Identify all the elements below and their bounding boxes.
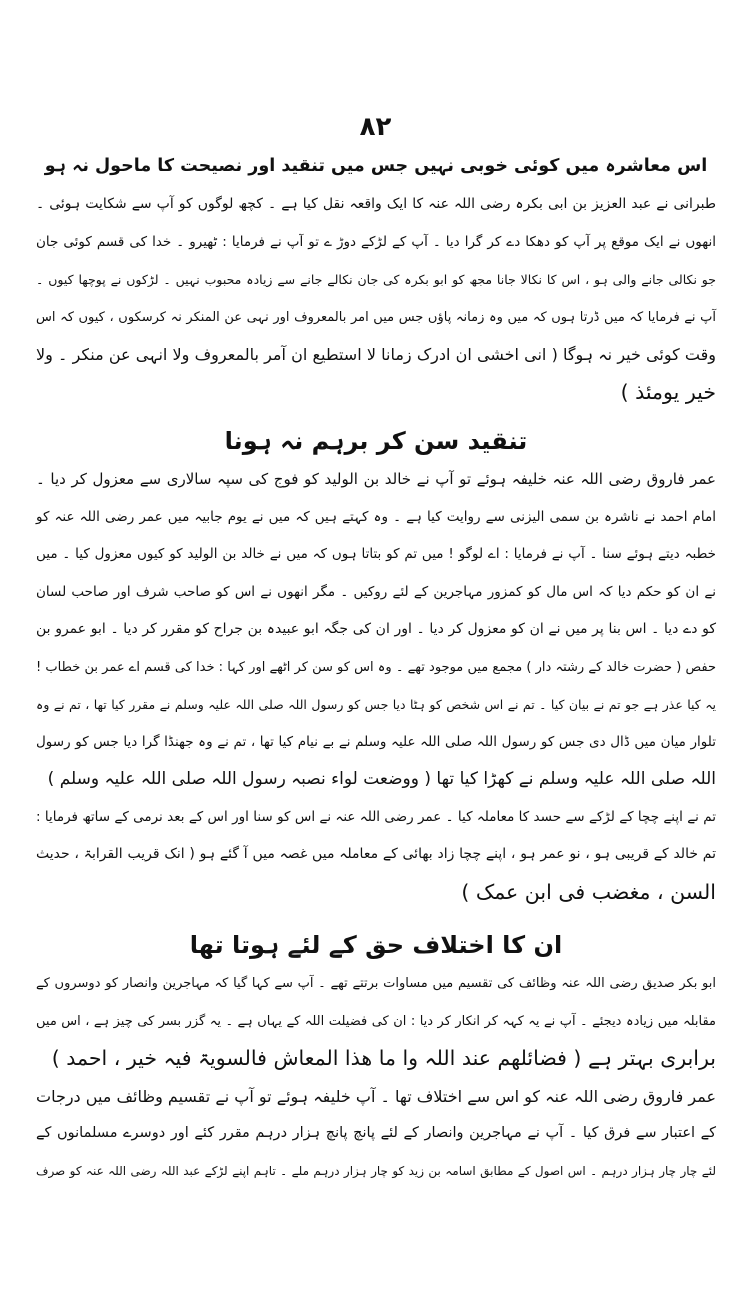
text-line: حفص ( حضرت خالد کے رشتہ دار ) مجمع میں موجود تھے ۔ وہ اس کو سن کر اٹھے اور کہا : خدا کی قسم اے عمر بن خطاب ! [36, 659, 716, 675]
paragraph [36, 1078, 716, 1191]
text-line: یہ کیا عذر ہے جو تم نے بیان کیا ۔ تم نے اس شخص کو ہٹا دیا جس کو رسول اللہ صلی اللہ علیہ وسلم نے مقرر کیا تھا ، تم نے وہ [36, 697, 716, 712]
text-line: امام احمد نے ناشرہ بن سمی الیزنی سے روایت کیا ہے ۔ وہ کہتے ہیں کہ میں نے یوم جابیہ میں عمر رضی اللہ عنہ کو [36, 508, 716, 525]
text-line: خطبہ دیتے ہوئے سنا ۔ آپ نے فرمایا : اے لوگو ! میں تم کو بتاتا ہوں کہ میں نے خالد بن الولید کو کیوں معزول کیا ۔ میں [36, 546, 716, 562]
text-line: ابو بکر صدیق رضی اللہ عنہ وظائف کی تقسیم میں مساوات برتتے تھے ۔ آپ سے کہا گیا کہ مہاجرین وانصار کو دوسروں کے [36, 976, 716, 991]
paragraph [36, 461, 716, 799]
paragraph [36, 186, 716, 411]
page-content [36, 146, 716, 1190]
text-line: لئے چار چار ہزار درہم ۔ اس اصول کے مطابق اسامہ بن زید کو چار ہزار درہم ملے ۔ تاہم اپنے لڑکے عبد اللہ رضی اللہ عنہ کو صرف [36, 1163, 716, 1178]
text-line: جو نکالی جانے والی ہو ، اس کا نکالا جانا مجھ کو ابو بکرہ کی جان نکالے جانے سے زیادہ محبوب نہیں ۔ لڑکوں نے پوچھا کیوں ۔ [36, 272, 716, 287]
section-heading: ان کا اختلاف حق کے لئے ہوتا تھا [189, 931, 563, 959]
text-line: تلوار میان میں ڈال دی جس کو رسول اللہ صلی اللہ علیہ وسلم نے بے نیام کیا تھا ، تم نے وہ جھنڈا گرا دیا جس کو رسول [36, 733, 716, 750]
paragraph [36, 965, 716, 1078]
text-line: برابری بہتر ہے ( فضائلھم عند اللہ وا ما ھذا المعاش فالسویۃ فیہ خیر ، احمد ) [51, 1046, 716, 1070]
section-heading: اس معاشرہ میں کوئی خوبی نہیں جس میں تنقید اور نصیحت کا ماحول نہ ہو [44, 156, 708, 176]
text-line: اللہ صلی اللہ علیہ وسلم نے کھڑا کیا تھا ( ووضعت لواء نصبہ رسول اللہ صلی اللہ علیہ وسلم ) [47, 769, 716, 789]
section-heading: تنقید سن کر برہم نہ ہونا [224, 427, 528, 455]
text-line: مقابلہ میں زیادہ دیجئے ۔ آپ نے یہ کہہ کر انکار کر دیا : ان کی فضیلت اللہ کے یہاں ہے ۔ یہ گزر بسر کی چیز ہے ، اس میں [36, 1013, 716, 1029]
paragraph [36, 799, 716, 912]
text-line: خیر یومئذ ) [620, 379, 716, 404]
text-line: تم خالد کے قریبی ہو ، نو عمر ہو ، اپنے چچا زاد بھائی کے معاملہ میں غصہ میں آ گئے ہو ( انک قریب القرابۃ ، حدیث [36, 846, 716, 862]
text-line: عمر فاروق رضی اللہ عنہ کو اس سے اختلاف تھا ۔ آپ خلیفہ ہوئے تو آپ نے تقسیم وظائف میں درجات [36, 1086, 716, 1106]
text-line: تم نے اپنے چچا کے لڑکے سے حسد کا معاملہ کیا ۔ عمر رضی اللہ عنہ نے اس کو سنا اور اس کے بعد نرمی کے ساتھ فرمایا : [36, 808, 716, 825]
text-line: نے ان کو حکم دیا کہ اس مال کو کمزور مہاجرین کے لئے روکیں ۔ مگر انھوں نے اس کو صاحب شرف اور صاحب لسان [36, 583, 716, 600]
text-line: عمر فاروق رضی اللہ عنہ خلیفہ ہوئے تو آپ نے خالد بن الولید کو فوج کی سپہ سالاری سے معزول کر دیا ۔ [36, 470, 716, 488]
text-line: وقت کوئی خیر نہ ہوگا ( انی اخشی ان ادرک زمانا لا استطیع ان آمر بالمعروف ولا انہی عن منکر ۔ ولا [36, 345, 717, 364]
text-line: انھوں نے ایک موقع پر آپ کو دھکا دے کر گرا دیا ۔ آپ کے لڑکے دوڑ ے تو آپ نے فرمایا : ٹھیرو ۔ خدا کی قسم کوئی جان [36, 233, 716, 250]
text-line: طبرانی نے عبد العزیز بن ابی بکرہ رضی اللہ عنہ کا ایک واقعہ نقل کیا ہے ۔ کچھ لوگوں کو آپ سے شکایت ہوئی ۔ [36, 196, 716, 212]
text-line: کو دے دیا ۔ اس بنا پر میں نے ان کو معزول کر دیا ۔ اور ان کی جگہ ابو عبیدہ بن جراح کو مقرر کر دیا ۔ ابو عمرو بن [36, 621, 716, 637]
page-number: ۸۲ [359, 112, 392, 142]
text-line: کے اعتبار سے فرق کیا ۔ آپ نے مہاجرین وانصار کے لئے پانچ پانچ ہزار درہم مقرر کئے اور دوسرے مسلمانوں کے [36, 1125, 716, 1141]
text-line: آپ نے فرمایا کہ میں ڈرتا ہوں کہ میں وہ زمانہ پاؤں جس میں امر بالمعروف اور نہی عن المنکر نہ کرسکوں ، کیوں کہ اس [36, 309, 716, 325]
text-line: السن ، مغضب فی ابن عمک ) [461, 879, 716, 904]
